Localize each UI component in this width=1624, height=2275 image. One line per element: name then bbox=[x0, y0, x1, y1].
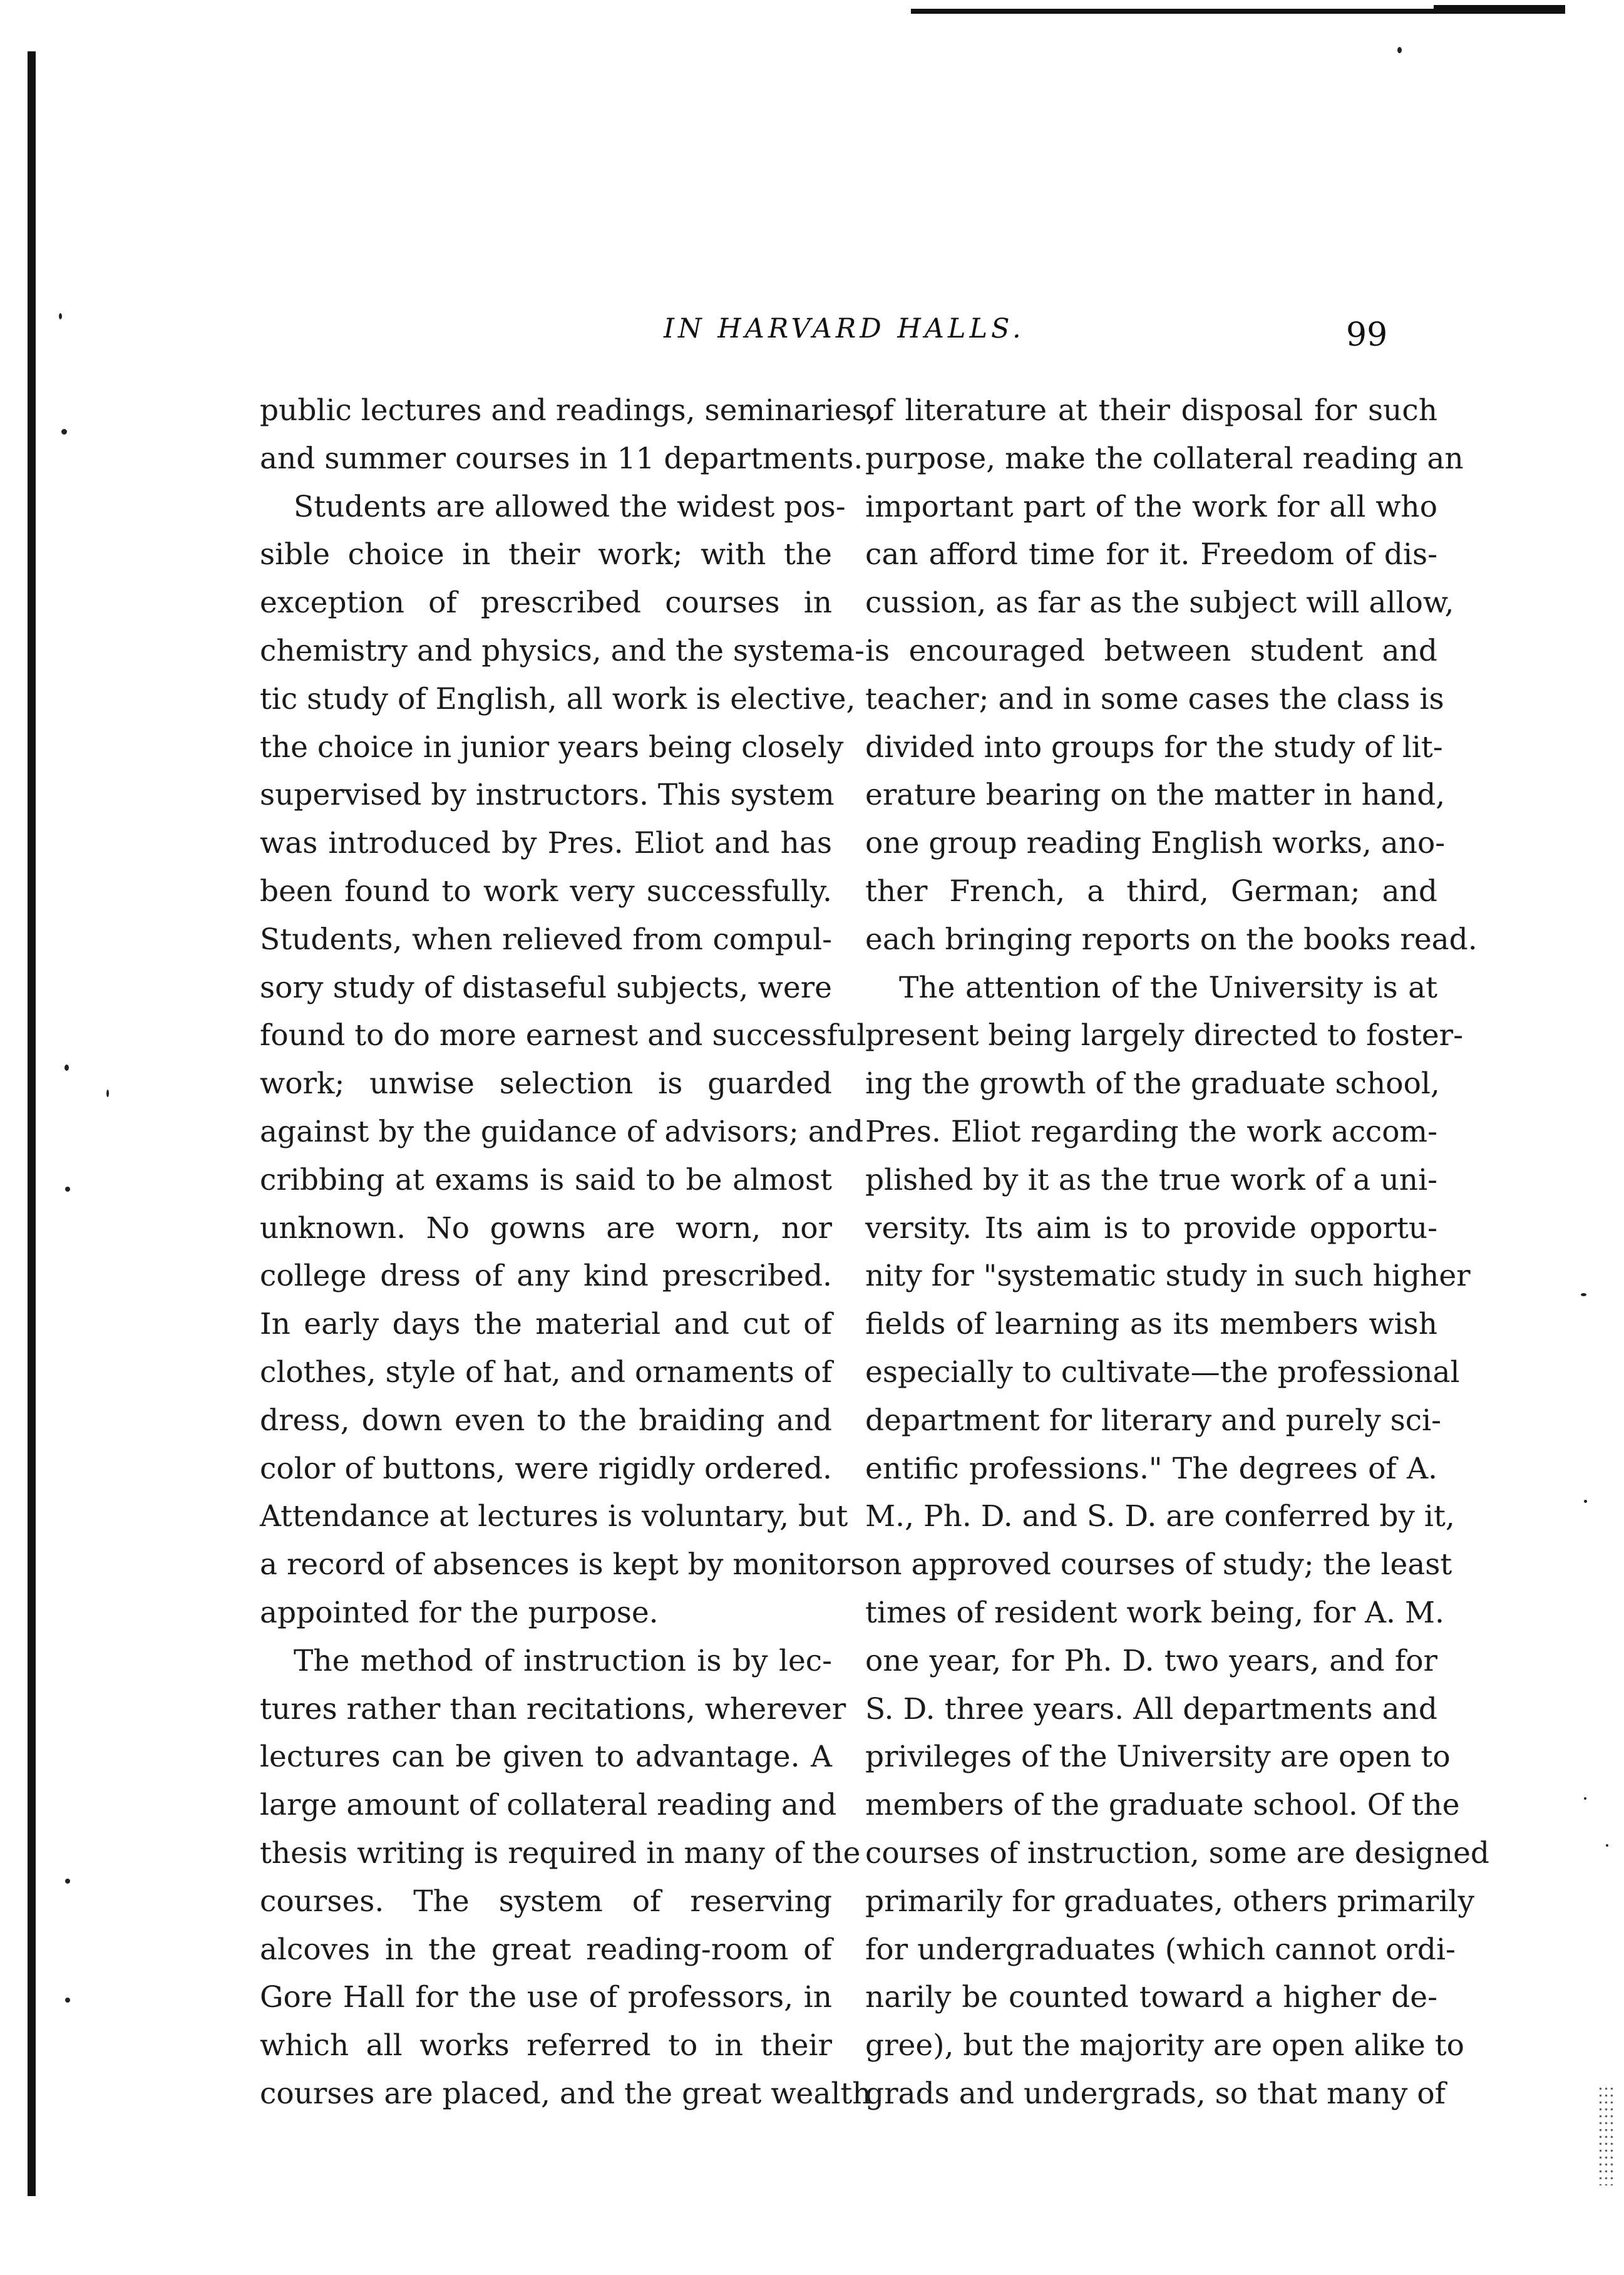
text-line: especially to cultivate—the professional bbox=[865, 1354, 1460, 1390]
text-line: grads and undergrads, so that many of bbox=[865, 2076, 1446, 2111]
text-line: sible choice in their work; with the bbox=[260, 537, 832, 572]
scan-speck bbox=[59, 313, 62, 319]
scan-speck bbox=[1584, 1500, 1587, 1503]
text-line: Pres. Eliot regarding the work accom- bbox=[865, 1114, 1437, 1149]
text-line: is encouraged between student and bbox=[865, 633, 1437, 668]
scan-dot-noise bbox=[1598, 2085, 1613, 2185]
text-line: ing the growth of the graduate school, bbox=[865, 1066, 1440, 1101]
scan-speck bbox=[1606, 1844, 1608, 1847]
text-line: purpose, make the collateral reading an bbox=[865, 441, 1464, 476]
scan-top-rule-thick bbox=[1434, 5, 1565, 14]
text-line: been found to work very successfully. bbox=[260, 874, 832, 909]
text-line: dress, down even to the braiding and bbox=[260, 1403, 832, 1438]
text-line: department for literary and purely sci- bbox=[865, 1403, 1441, 1438]
text-line: In early days the material and cut of bbox=[260, 1307, 832, 1342]
text-line: erature bearing on the matter in hand, bbox=[865, 778, 1446, 813]
text-line: important part of the work for all who bbox=[865, 489, 1437, 524]
text-line: nity for "systematic study in such higher bbox=[865, 1259, 1471, 1294]
text-line: Gore Hall for the use of professors, in bbox=[260, 1980, 832, 2015]
text-line: thesis writing is required in many of the bbox=[260, 1835, 861, 1870]
text-line: present being largely directed to foster- bbox=[865, 1018, 1464, 1053]
scan-speck bbox=[106, 1090, 109, 1097]
text-line: Students, when relieved from compul- bbox=[260, 922, 832, 957]
text-line: alcoves in the great reading-room of bbox=[260, 1932, 832, 1967]
text-line: clothes, style of hat, and ornaments of bbox=[260, 1354, 833, 1390]
text-line: tic study of English, all work is elective, bbox=[260, 681, 856, 716]
text-line: unknown. No gowns are worn, nor bbox=[260, 1210, 832, 1246]
text-line: M., Ph. D. and S. D. are conferred by it, bbox=[865, 1499, 1455, 1534]
text-line: courses are placed, and the great wealth bbox=[260, 2076, 871, 2111]
text-line: fields of learning as its members wish bbox=[865, 1307, 1437, 1342]
left-text-column bbox=[260, 387, 876, 2118]
text-line: against by the guidance of advisors; and bbox=[260, 1114, 864, 1149]
scan-speck bbox=[65, 1187, 70, 1192]
text-line: tures rather than recitations, wherever bbox=[260, 1691, 846, 1726]
text-line: on approved courses of study; the least bbox=[865, 1547, 1452, 1582]
text-line: cussion, as far as the subject will allow, bbox=[865, 586, 1454, 621]
text-line: supervised by instructors. This system bbox=[260, 778, 835, 813]
text-line: of literature at their disposal for such bbox=[865, 393, 1437, 428]
text-line: large amount of collateral reading and bbox=[260, 1788, 837, 1823]
text-line: chemistry and physics, and the systema- bbox=[260, 633, 865, 668]
text-line: teacher; and in some cases the class is bbox=[865, 681, 1444, 716]
text-line: courses. The system of reserving bbox=[260, 1884, 832, 1919]
text-line: one year, for Ph. D. two years, and for bbox=[865, 1643, 1437, 1678]
scan-speck bbox=[61, 429, 67, 435]
text-line: public lectures and readings, seminaries, bbox=[260, 393, 876, 428]
text-line: The attention of the University is at bbox=[899, 970, 1437, 1005]
text-line: cribbing at exams is said to be almost bbox=[260, 1162, 832, 1197]
text-line: narily be counted toward a higher de- bbox=[865, 1980, 1437, 2015]
text-line: primarily for graduates, others primarily bbox=[865, 1884, 1475, 1919]
text-line: one group reading English works, ano- bbox=[865, 826, 1446, 861]
text-line: for undergraduates (which cannot ordi- bbox=[865, 1932, 1456, 1967]
text-line: found to do more earnest and successful bbox=[260, 1018, 866, 1053]
text-line: a record of absences is kept by monitors bbox=[260, 1547, 866, 1582]
running-head: IN HARVARD HALLS. bbox=[664, 313, 1025, 344]
text-line: sory study of distaseful subjects, were bbox=[260, 970, 832, 1005]
text-line: entific professions." The degrees of A. bbox=[865, 1451, 1437, 1486]
text-line: members of the graduate school. Of the bbox=[865, 1788, 1460, 1823]
text-line: the choice in junior years being closely bbox=[260, 730, 844, 765]
text-line: and summer courses in 11 departments. bbox=[260, 441, 863, 476]
scan-left-edge bbox=[28, 51, 36, 2196]
text-line: courses of instruction, some are designed bbox=[865, 1835, 1490, 1870]
scan-speck bbox=[64, 1065, 69, 1071]
text-line: S. D. three years. All departments and bbox=[865, 1691, 1437, 1726]
right-text-column bbox=[865, 387, 1490, 2118]
scan-speck bbox=[65, 1879, 70, 1884]
scan-speck bbox=[1397, 47, 1402, 53]
text-line: appointed for the purpose. bbox=[260, 1595, 659, 1630]
text-line: lectures can be given to advantage. A bbox=[260, 1740, 832, 1775]
text-line: was introduced by Pres. Eliot and has bbox=[260, 826, 832, 861]
text-line: which all works referred to in their bbox=[260, 2028, 832, 2063]
scan-speck bbox=[65, 1998, 70, 2003]
scan-speck bbox=[1584, 1797, 1586, 1800]
text-line: times of resident work being, for A. M. bbox=[865, 1595, 1444, 1630]
text-line: plished by it as the true work of a uni- bbox=[865, 1162, 1437, 1197]
text-line: work; unwise selection is guarded bbox=[260, 1066, 832, 1101]
page-number: 99 bbox=[1346, 316, 1388, 354]
text-line: color of buttons, were rigidly ordered. bbox=[260, 1451, 832, 1486]
text-line: college dress of any kind prescribed. bbox=[260, 1259, 832, 1294]
text-line: Students are allowed the widest pos- bbox=[294, 489, 846, 524]
text-line: each bringing reports on the books read. bbox=[865, 922, 1478, 957]
text-line: can afford time for it. Freedom of dis- bbox=[865, 537, 1437, 572]
text-line: divided into groups for the study of lit- bbox=[865, 730, 1443, 765]
text-line: Attendance at lectures is voluntary, but bbox=[260, 1499, 848, 1534]
scan-speck bbox=[1581, 1293, 1586, 1296]
text-line: ther French, a third, German; and bbox=[865, 874, 1437, 909]
text-line: exception of prescribed courses in bbox=[260, 586, 832, 621]
text-line: The method of instruction is by lec- bbox=[294, 1643, 832, 1678]
text-line: privileges of the University are open to bbox=[865, 1740, 1451, 1775]
text-line: versity. Its aim is to provide opportu- bbox=[865, 1210, 1437, 1246]
text-line: gree), but the majority are open alike to bbox=[865, 2028, 1464, 2063]
